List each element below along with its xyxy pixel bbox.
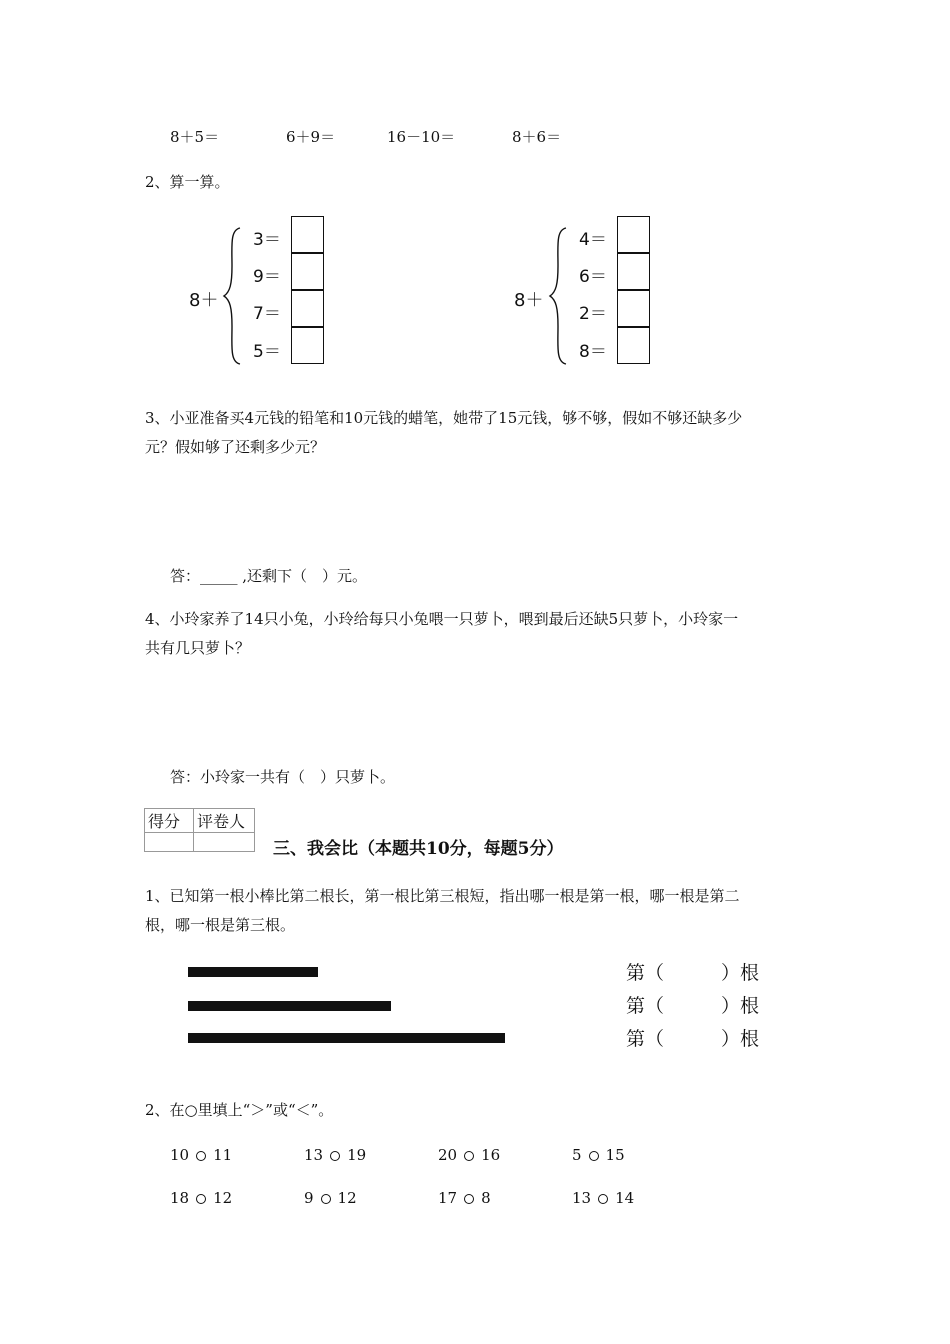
answer-box[interactable] (291, 327, 324, 364)
compare-item (170, 1145, 232, 1165)
section-3-question-1-line-2: 根，哪一根是第三根。 (145, 916, 296, 934)
answer-box[interactable] (291, 290, 324, 327)
equation-4: 8＋6＝ (512, 128, 562, 146)
compare-right-number: 11 (213, 1146, 233, 1164)
right-item-4: 8＝ (579, 342, 607, 362)
right-item-3: 2＝ (579, 304, 607, 324)
compare-circle-icon[interactable] (330, 1151, 340, 1161)
compare-item (170, 1188, 232, 1208)
compare-right-number: 8 (481, 1189, 491, 1207)
left-item-1: 3＝ (253, 230, 281, 250)
right-item-1: 4＝ (579, 230, 607, 250)
compare-item (438, 1188, 491, 1208)
answer-box[interactable] (617, 253, 650, 290)
compare-item (438, 1145, 500, 1165)
rod-label: 第（ ）根 (626, 995, 760, 1017)
right-prefix: 8＋ (514, 290, 544, 311)
answer-box[interactable] (617, 290, 650, 327)
right-brace-icon (548, 226, 570, 366)
compare-item (304, 1188, 357, 1208)
score-table (144, 808, 255, 852)
compare-circle-icon[interactable] (464, 1151, 474, 1161)
right-item-2: 6＝ (579, 267, 607, 287)
rod (188, 967, 318, 977)
compare-right-number: 15 (605, 1146, 625, 1164)
answer-box[interactable] (291, 216, 324, 253)
grader-header: 评卷人 (194, 809, 255, 833)
compare-right-number: 14 (615, 1189, 635, 1207)
compare-left-number: 13 (572, 1189, 592, 1207)
question-4-answer: 答：小玲家一共有（ ）只萝卜。 (170, 768, 396, 786)
question-3-line-2: 元？假如够了还剩多少元？ (145, 438, 326, 456)
left-item-3: 7＝ (253, 304, 281, 324)
answer-box[interactable] (291, 253, 324, 290)
left-prefix: 8＋ (189, 290, 219, 311)
question-4-line-2: 共有几只萝卜？ (145, 639, 251, 657)
compare-left-number: 17 (438, 1189, 458, 1207)
left-item-4: 5＝ (253, 342, 281, 362)
compare-circle-icon[interactable] (598, 1194, 608, 1204)
compare-left-number: 13 (304, 1146, 324, 1164)
left-item-2: 9＝ (253, 267, 281, 287)
rod (188, 1001, 391, 1011)
score-header: 得分 (145, 809, 194, 833)
section-3-heading: 三、我会比（本题共10分，每题5分） (273, 839, 564, 859)
rod-label: 第（ ）根 (626, 1028, 760, 1050)
compare-right-number: 16 (481, 1146, 501, 1164)
section-3-question-2-title: 2、在○里填上“＞”或“＜”。 (145, 1101, 334, 1119)
equation-3: 16－10＝ (387, 128, 456, 146)
compare-left-number: 10 (170, 1146, 190, 1164)
compare-item (572, 1188, 634, 1208)
grader-cell[interactable] (194, 833, 255, 852)
question-3-answer: 答：_____ ,还剩下（ ）元。 (170, 567, 368, 585)
compare-circle-icon[interactable] (196, 1194, 206, 1204)
question-4-line-1: 4、小玲家养了14只小兔，小玲给每只小兔喂一只萝卜，喂到最后还缺5只萝卜，小玲家一 (145, 610, 739, 628)
rod-label: 第（ ）根 (626, 962, 760, 984)
compare-right-number: 19 (347, 1146, 367, 1164)
compare-right-number: 12 (337, 1189, 357, 1207)
left-brace-icon (222, 226, 244, 366)
score-cell[interactable] (145, 833, 194, 852)
compare-circle-icon[interactable] (464, 1194, 474, 1204)
equation-1: 8＋5＝ (170, 128, 220, 146)
answer-box[interactable] (617, 216, 650, 253)
question-3-line-1: 3、小亚准备买4元钱的铅笔和10元钱的蜡笔，她带了15元钱，够不够，假如不够还缺多少 (145, 409, 743, 427)
compare-circle-icon[interactable] (589, 1151, 599, 1161)
compare-circle-icon[interactable] (196, 1151, 206, 1161)
compare-item (572, 1145, 625, 1165)
compare-item (304, 1145, 366, 1165)
rod (188, 1033, 505, 1043)
equation-2: 6＋9＝ (286, 128, 336, 146)
compare-left-number: 20 (438, 1146, 458, 1164)
compare-right-number: 12 (213, 1189, 233, 1207)
compare-left-number: 9 (304, 1189, 314, 1207)
question-2-title: 2、算一算。 (145, 173, 230, 191)
compare-left-number: 5 (572, 1146, 582, 1164)
compare-circle-icon[interactable] (321, 1194, 331, 1204)
answer-box[interactable] (617, 327, 650, 364)
compare-left-number: 18 (170, 1189, 190, 1207)
section-3-question-1-line-1: 1、已知第一根小棒比第二根长，第一根比第三根短，指出哪一根是第一根，哪一根是第二 (145, 887, 740, 905)
